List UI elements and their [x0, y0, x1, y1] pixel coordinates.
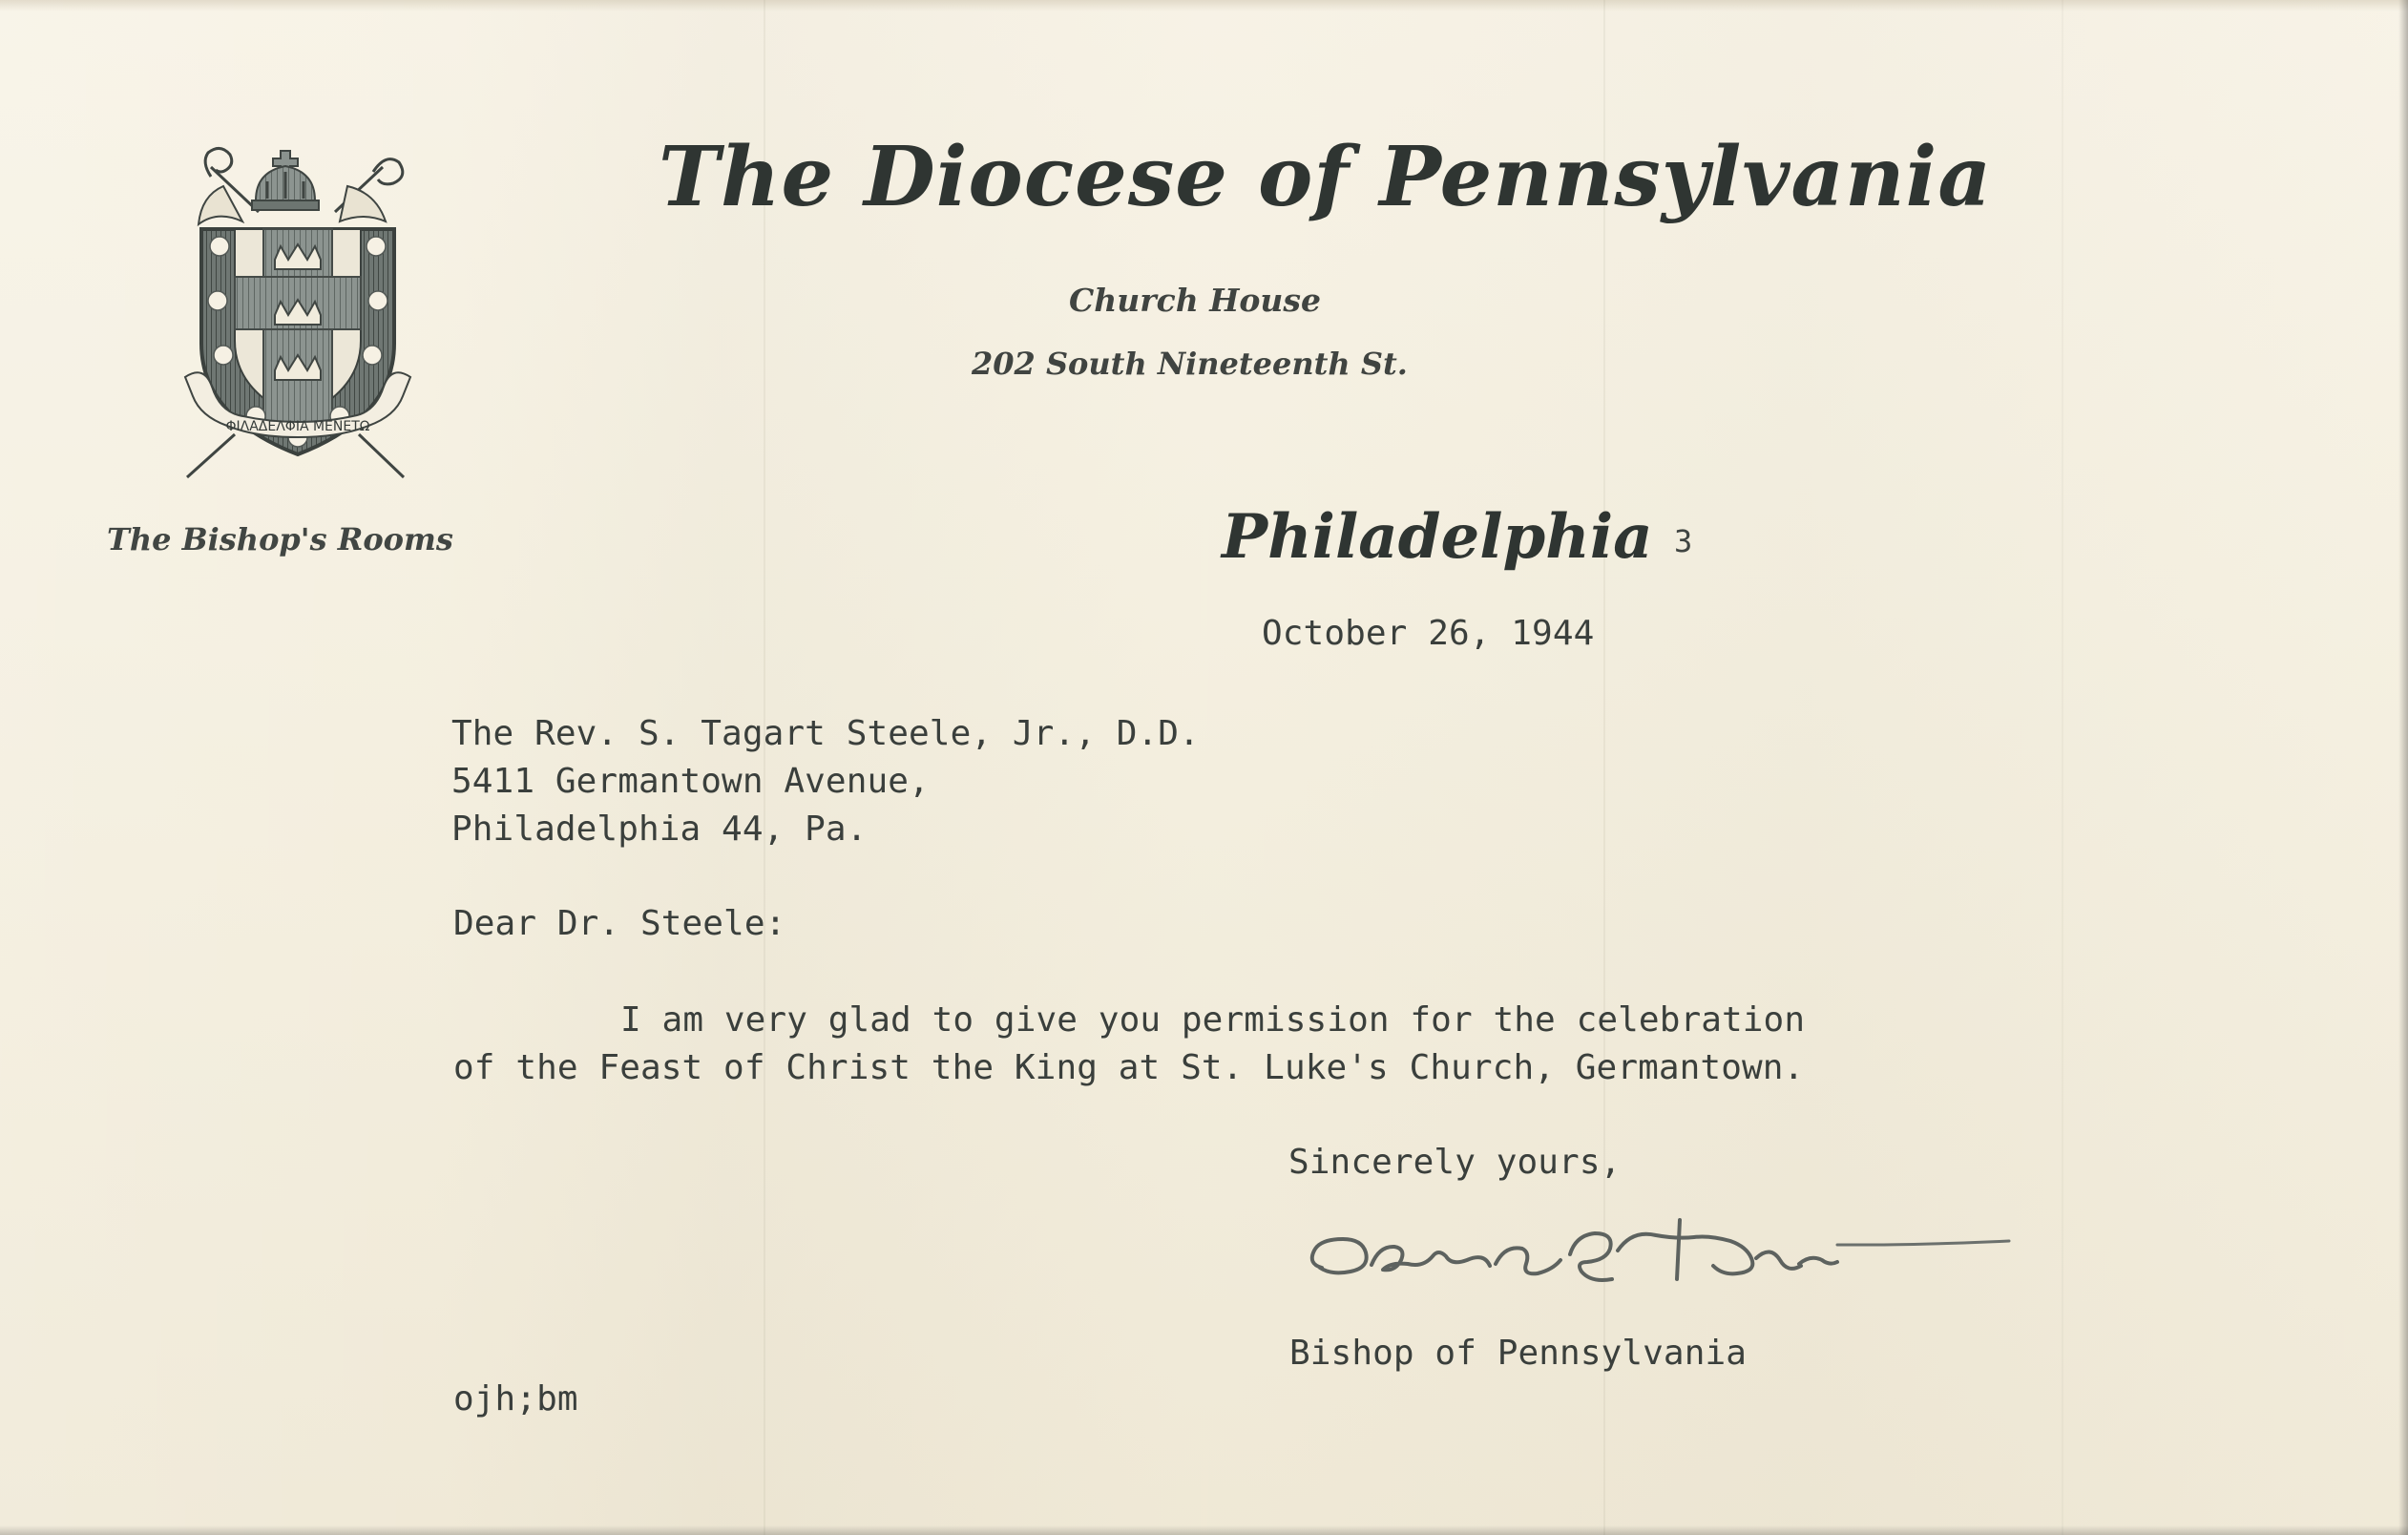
letterhead-city: Philadelphia [1222, 501, 1653, 573]
paper-fold [2062, 0, 2063, 1535]
crest-motto: ΦΙΛΑΔΕΛΦΙΑ ΜΕΝΕΤΩ [225, 419, 370, 434]
signer-title: Bishop of Pennsylvania [1289, 1334, 1748, 1373]
letterhead-street: 202 South Nineteenth St. [972, 346, 1408, 382]
paper-edge-top [0, 0, 2408, 11]
body-paragraph-line: of the Feast of Christ the King at St. Luke's Church, Germantown. [453, 1048, 1805, 1087]
signature-icon [1303, 1212, 2028, 1327]
paper-edge-right [2398, 0, 2408, 1535]
recipient-line: Philadelphia 44, Pa. [451, 810, 868, 849]
recipient-line: 5411 Germantown Avenue, [451, 762, 930, 801]
diocesan-crest-icon [168, 143, 428, 487]
postal-zone: 3 [1674, 523, 1693, 559]
reference-initials: ojh;bm [453, 1379, 578, 1419]
letterhead-building: Church House [1069, 282, 1321, 319]
body-paragraph-line: I am very glad to give you permission for the celebration [620, 1000, 1806, 1040]
letterhead-office: The Bishop's Rooms [107, 521, 453, 557]
letterhead-title: The Diocese of Pennsylvania [659, 129, 1993, 225]
closing: Sincerely yours, [1288, 1143, 1622, 1182]
recipient-line: The Rev. S. Tagart Steele, Jr., D.D. [451, 714, 1200, 753]
letter-date: October 26, 1944 [1262, 614, 1595, 653]
paper-edge-bottom [0, 1525, 2408, 1535]
salutation: Dear Dr. Steele: [453, 904, 786, 943]
